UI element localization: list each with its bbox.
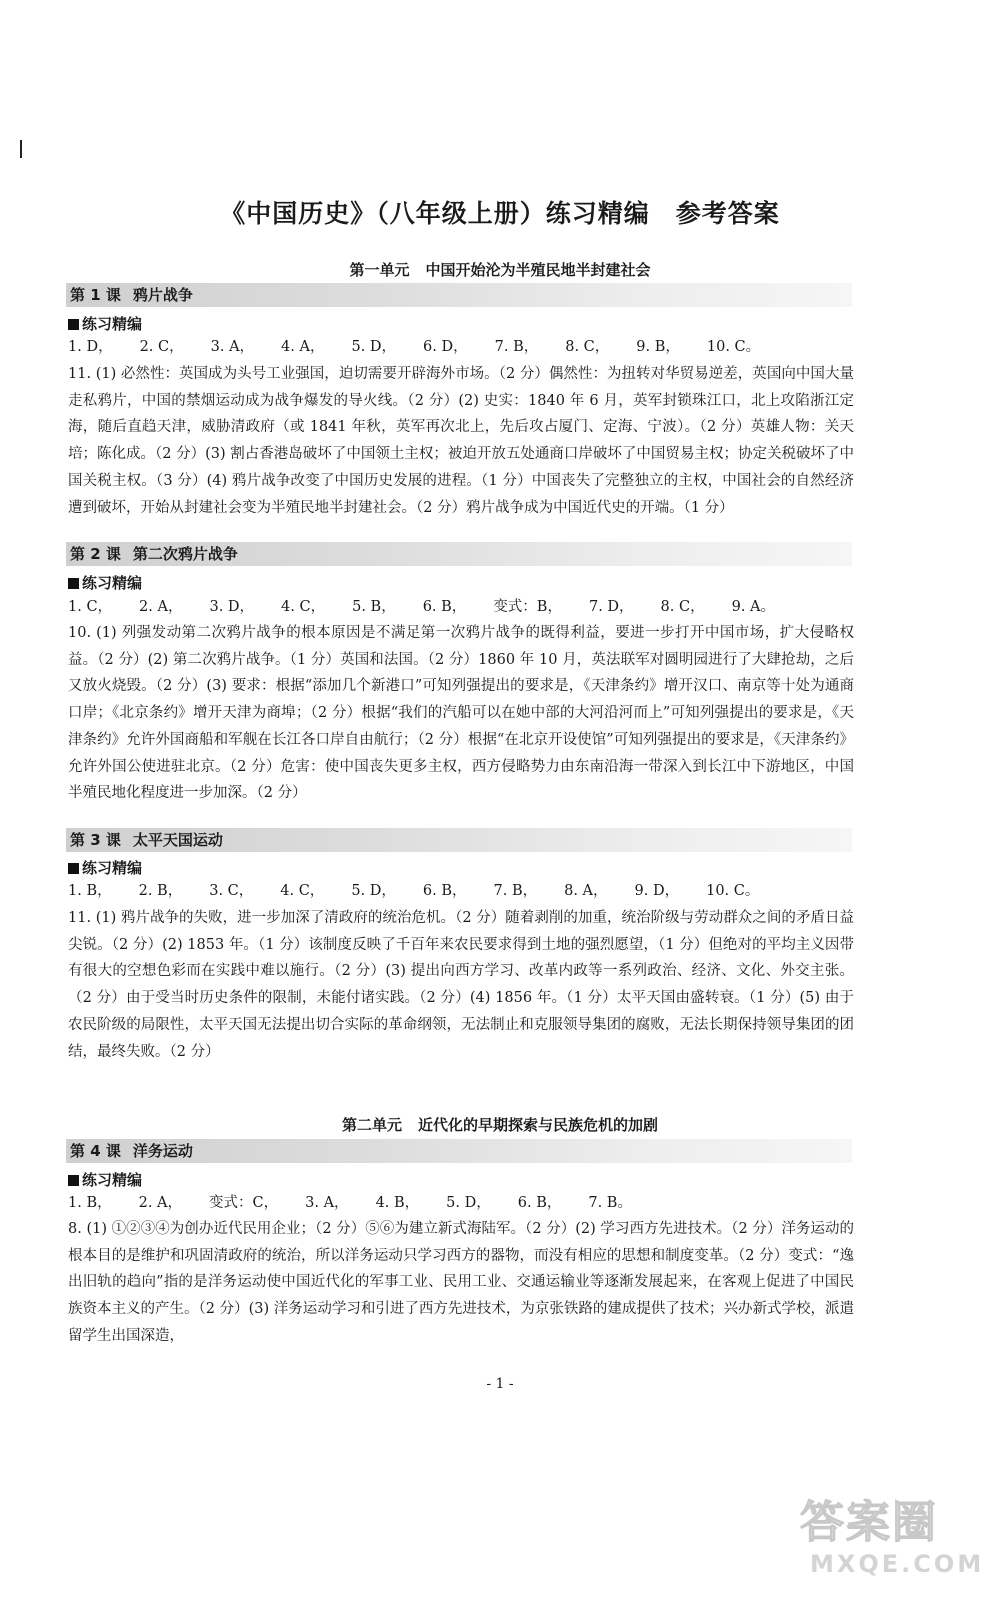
choice-answer: 9. A。 xyxy=(731,599,776,615)
section-label: 练习精编 xyxy=(82,574,143,592)
choice-answer: 5. B， xyxy=(352,599,396,615)
unit-name: 近代化的早期探索与民族危机的加剧 xyxy=(418,1116,659,1134)
square-bullet-icon xyxy=(68,319,79,330)
choice-answer: 9. D， xyxy=(634,883,680,899)
choice-answers-2 xyxy=(68,597,858,617)
choice-answer: 4. C， xyxy=(280,883,325,899)
open-answer-2: 10. (1) 列强发动第二次鸦片战争的根本原因是不满足第一次鸦片战争的既得利益，要进一步打开中国市场，扩大侵略权益。（2 分）(2) 第二次鸦片战争。（1 分）英国和法国。（2 分）1860 年 10 月，英法联军对圆明园进行了大肆抢劫，之后又放火烧毁。（2 分）(3) 要求：根据“添加几个新港口”可知列强提出的要求是，《天津条约》增开汉口、南京等十处为通商口岸；《北京条约》增开天津为商埠；（2 分）根据“我们的汽船可以在她中部的大河沿河而上”可知列强提出的要求是，《天津条约》允许外国商船和军舰在长江各口岸自由航行；（2 分）根据“在北京开设使馆”可知列强提出的要求是，《天津条约》允许外国公使进驻北京。（2 分）危害：使中国丧失更多主权，西方侵略势力由东南沿海一带深入到长江中下游地区，中国半殖民地化程度进一步加深。（2 分） xyxy=(68,625,854,802)
section-label: 练习精编 xyxy=(82,859,143,877)
section-label: 练习精编 xyxy=(82,1171,143,1189)
choice-answer: 8. A， xyxy=(564,883,608,899)
choice-answer: 5. D， xyxy=(351,339,397,355)
choice-answer: 3. A， xyxy=(305,1195,349,1211)
unit-title-2 xyxy=(0,1114,1000,1135)
lesson-name: 洋务运动 xyxy=(132,1142,193,1160)
watermark-url: MXQE.COM xyxy=(810,1550,985,1578)
choice-answer: 1. C， xyxy=(68,599,113,615)
choice-answer: 变式：C， xyxy=(209,1195,279,1211)
choice-answer: 8. C， xyxy=(565,339,610,355)
square-bullet-icon xyxy=(68,1175,79,1186)
choice-answer: 1. B， xyxy=(68,1195,112,1211)
choice-answer: 5. D， xyxy=(351,883,396,899)
section-heading-3 xyxy=(68,858,142,878)
choice-answer: 变式：B， xyxy=(493,599,562,615)
open-answer-3: 11. (1) 鸦片战争的失败，进一步加深了清政府的统治危机。（2 分）随着剥削的加重，统治阶级与劳动群众之间的矛盾日益尖锐。（2 分）(2) 1853 年。（1 分）该制度反映了千百年来农民要求得到土地的强烈愿望，（1 分）但绝对的平均主义因带有很大的空想色彩而在实践中难以施行。（2 分）(3) 提出向西方学习、改革内政等一系列政治、经济、文化、外交主张。（2 分）由于受当时历史条件的限制，未能付诸实践。（2 分）(4) 1856 年。（1 分）太平天国由盛转衰。（1 分）(5) 由于农民阶级的局限性，太平天国无法提出切合实际的革命纲领，无法制止和克服领导集团的腐败，无法长期保持领导集团的团结，最终失败。（2 分） xyxy=(68,910,854,1060)
choice-answer: 3. C， xyxy=(209,883,254,899)
section-label: 练习精编 xyxy=(82,315,143,333)
lesson-header-2 xyxy=(66,542,852,566)
open-answer-1: 11. (1) 必然性：英国成为头号工业强国，迫切需要开辟海外市场。（2 分）偶然性：为扭转对华贸易逆差，英国向中国大量走私鸦片，中国的禁烟运动成为战争爆发的导火线。（2 分）(2) 史实：1840 年 6 月，英军封锁珠江口，北上攻陷浙江定海，随后直趋天津，威胁清政府（或 1841 年秋，英军再次北上，先后攻占厦门、定海、宁波）。（2 分）英雄人物：关天培；陈化成。（2 分）(3) 割占香港岛破坏了中国领土主权；被迫开放五处通商口岸破坏了中国贸易主权；协定关税破坏了中国关税主权。（3 分）(4) 鸦片战争改变了中国历史发展的进程。（1 分）中国丧失了完整独立的主权，中国社会的自然经济遭到破坏，开始从封建社会变为半殖民地半封建社会。（2 分）鸦片战争成为中国近代史的开端。（1 分） xyxy=(68,366,854,516)
choice-answer: 6. B， xyxy=(422,599,467,615)
choice-answer: 6. D， xyxy=(423,339,468,355)
choice-answers-4 xyxy=(68,1193,858,1213)
lesson-number: 第 4 课 xyxy=(70,1142,121,1160)
watermark-text: 答案圈 xyxy=(800,1497,938,1548)
section-heading-1 xyxy=(68,314,142,334)
lesson-number: 第 2 课 xyxy=(70,545,121,563)
section-heading-4 xyxy=(68,1170,142,1190)
choice-answer: 7. D， xyxy=(588,599,634,615)
open-answer-4: 8. (1) ①②③④为创办近代民用企业；（2 分）⑤⑥为建立新式海陆军。（2 分）(2) 学习西方先进技术。（2 分）洋务运动的根本目的是维护和巩固清政府的统治，所以洋务运动只学习西方的器物，而没有相应的思想和制度变革。（2 分）变式：“逸出旧轨的趋向”指的是洋务运动使中国近代化的军事工业、民用工业、交通运输业等逐渐发展起来，在客观上促进了中国民族资本主义的产生。（2 分）(3) 洋务运动学习和引进了西方先进技术，为京张铁路的建成提供了技术；兴办新式学校，派遣留学生出国深造， xyxy=(68,1221,854,1344)
choice-answer: 7. B， xyxy=(493,883,538,899)
choice-answer: 7. B， xyxy=(494,339,539,355)
choice-answer: 7. B。 xyxy=(588,1195,632,1211)
choice-answer: 10. C。 xyxy=(706,339,761,355)
unit-label: 第一单元 xyxy=(349,261,410,279)
choice-answer: 6. B， xyxy=(517,1195,562,1211)
unit-name: 中国开始沦为半殖民地半封建社会 xyxy=(425,261,651,279)
lesson-header-3 xyxy=(66,828,852,852)
margin-mark xyxy=(20,140,22,158)
section-heading-2 xyxy=(68,573,142,593)
choice-answers-1 xyxy=(68,337,858,357)
lesson-header-4 xyxy=(66,1139,852,1163)
square-bullet-icon xyxy=(68,578,79,589)
square-bullet-icon xyxy=(68,863,79,874)
lesson-number: 第 1 课 xyxy=(70,286,121,304)
choice-answer: 6. B， xyxy=(422,883,467,899)
choice-answer: 9. B， xyxy=(636,339,680,355)
choice-answer: 2. A， xyxy=(138,1195,183,1211)
choice-answer: 2. C， xyxy=(139,339,184,355)
unit-label: 第二单元 xyxy=(341,1116,402,1134)
choice-answer: 1. D， xyxy=(68,339,113,355)
watermark-logo xyxy=(800,1486,985,1586)
lesson-name: 第二次鸦片战争 xyxy=(132,545,238,563)
choice-answer: 5. D， xyxy=(446,1195,491,1211)
page-number: - 1 - xyxy=(486,1376,514,1392)
choice-answer: 2. B， xyxy=(138,883,183,899)
page-title: 《中国历史》（八年级上册）练习精编 参考答案 xyxy=(220,199,780,228)
choice-answer: 8. C， xyxy=(660,599,705,615)
choice-answer: 3. D， xyxy=(209,599,255,615)
choice-answer: 4. C， xyxy=(281,599,326,615)
choice-answer: 4. A， xyxy=(281,339,325,355)
lesson-name: 鸦片战争 xyxy=(132,286,193,304)
lesson-number: 第 3 课 xyxy=(70,831,121,849)
lesson-header-1 xyxy=(66,283,852,307)
choice-answer: 2. A， xyxy=(139,599,183,615)
choice-answer: 1. B， xyxy=(68,883,112,899)
choice-answer: 3. A， xyxy=(210,339,255,355)
lesson-name: 太平天国运动 xyxy=(132,831,223,849)
choice-answers-3 xyxy=(68,881,858,901)
choice-answer: 4. B， xyxy=(375,1195,420,1211)
choice-answer: 10. C。 xyxy=(706,883,760,899)
unit-title-1 xyxy=(0,259,1000,280)
